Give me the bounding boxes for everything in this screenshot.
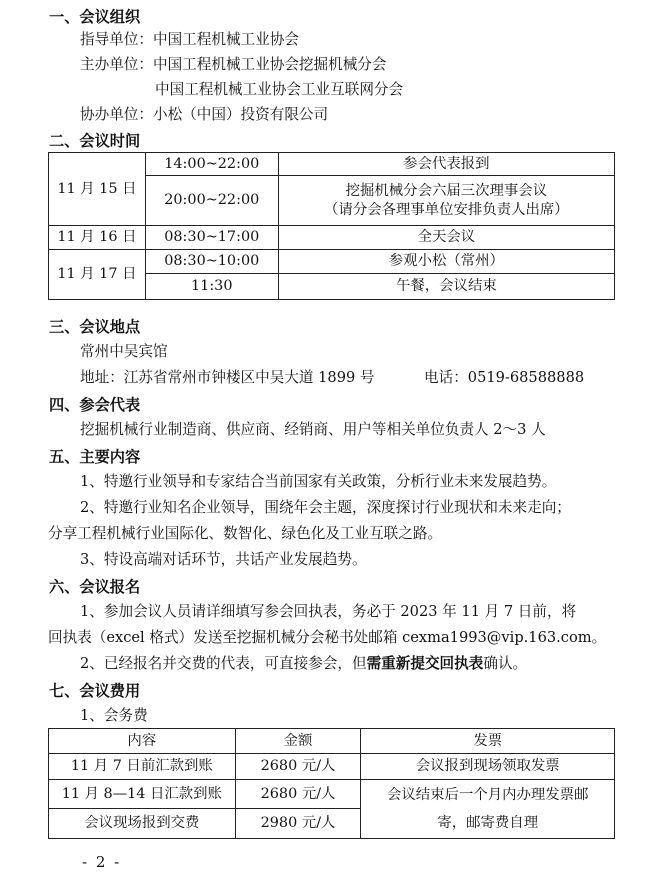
- co-unit-label: 协办单位：: [80, 106, 153, 123]
- fees-row: [49, 780, 615, 809]
- section-title-attendees: 四、参会代表: [49, 396, 141, 414]
- schedule-event: 参会代表报到: [278, 153, 614, 176]
- schedule-event-line: （请分会各理事单位安排负责人出席）: [324, 201, 569, 218]
- registration-item-2: [80, 654, 527, 674]
- venue-phone: 电话：0519-68588888: [424, 369, 585, 386]
- fees-amount: 2680 元/人: [235, 754, 361, 780]
- schedule-date: 11 月 16 日: [49, 226, 146, 250]
- guide-unit-value: 中国工程机械工业协会: [152, 31, 299, 48]
- schedule-time: 11:30: [145, 274, 278, 300]
- registration-item-2-text: 2、已经报名并交费的代表，可直接参会，但: [80, 655, 367, 672]
- section-title-venue: 三、会议地点: [49, 318, 141, 336]
- section-title-time: 二、会议时间: [49, 132, 141, 150]
- schedule-event: 全天会议: [278, 226, 614, 250]
- content-item-1: 1、特邀行业领导和专家结合当前国家有关政策，分析行业未来发展趋势。: [80, 473, 557, 490]
- page-number: - 2 -: [82, 853, 122, 871]
- fees-invoice: [361, 780, 615, 839]
- content-item-2-continued: 分享工程机械行业国际化、数智化、绿色化及工业互联之路。: [48, 525, 443, 542]
- schedule-time: 08:30~17:00: [145, 226, 278, 250]
- host-unit-row: [80, 55, 387, 75]
- schedule-event-line: 挖掘机械分会六届三次理事会议: [345, 182, 548, 199]
- section-title-fees: 七、会议费用: [49, 682, 141, 700]
- schedule-date: 11 月 17 日: [49, 250, 146, 300]
- section-title-organization: 一、会议组织: [49, 8, 141, 26]
- co-unit-row: [80, 105, 328, 125]
- fees-invoice: 会议报到现场领取发票: [361, 754, 615, 780]
- host-unit-label: 主办单位：: [80, 56, 153, 73]
- registration-item-1-continued: 回执表（excel 格式）发送至挖掘机械分会秘书处邮箱 cexma1993@vip.163.com。: [48, 629, 607, 646]
- section-title-registration: 六、会议报名: [49, 578, 141, 596]
- schedule-time: 14:00~22:00: [145, 153, 278, 176]
- fees-header-content: 内容: [49, 729, 236, 754]
- fees-content: 11 月 7 日前汇款到账: [49, 754, 236, 780]
- schedule-event: 参观小松（常州）: [278, 250, 614, 274]
- fees-content: 会议现场报到交费: [49, 809, 236, 839]
- schedule-event: 午餐，会议结束: [278, 274, 614, 300]
- schedule-row: [49, 153, 615, 176]
- host-unit-value: 中国工程机械工业协会挖掘机械分会: [152, 56, 387, 73]
- fees-table: [48, 728, 615, 839]
- schedule-date: 11 月 15 日: [49, 153, 146, 226]
- schedule-time: 20:00~22:00: [145, 176, 278, 226]
- fees-amount: 2680 元/人: [235, 780, 361, 809]
- registration-item-2-emphasis: 需重新提交回执表: [366, 655, 484, 672]
- guide-unit-row: [80, 30, 299, 50]
- fees-header-invoice: 发票: [361, 729, 615, 754]
- fees-invoice-line: 会议结束后一个月内办理发票邮: [386, 787, 589, 803]
- content-item-2: 2、特邀行业知名企业领导，围绕年会主题，深度探讨行业现状和未来走向；: [80, 499, 571, 516]
- schedule-event: [278, 176, 614, 226]
- fees-amount: 2980 元/人: [235, 809, 361, 839]
- co-unit-value: 小松（中国）投资有限公司: [152, 106, 329, 123]
- attendees-text: 挖掘机械行业制造商、供应商、经销商、用户等相关单位负责人 2～3 人: [80, 421, 546, 438]
- guide-unit-label: 指导单位：: [80, 31, 153, 48]
- schedule-time: 08:30~10:00: [145, 250, 278, 274]
- fees-header-row: [49, 729, 615, 754]
- fees-header-amount: 金额: [235, 729, 361, 754]
- schedule-table: [48, 152, 615, 300]
- schedule-row: [49, 226, 615, 250]
- content-item-3: 3、特设高端对话环节，共话产业发展趋势。: [80, 551, 367, 568]
- fees-row: [49, 754, 615, 780]
- section-title-content: 五、主要内容: [49, 448, 141, 466]
- venue-address: 地址：江苏省常州市钟楼区中吴大道 1899 号: [80, 369, 375, 386]
- registration-item-2-end: 确认。: [483, 655, 528, 672]
- registration-item-1: 1、参加会议人员请详细填写参会回执表，务必于 2023 年 11 月 7 日前，将: [80, 603, 577, 620]
- venue-name: 常州中吴宾馆: [80, 343, 168, 360]
- host-unit-value-2: 中国工程机械工业协会工业互联网分会: [155, 81, 404, 98]
- fees-subtitle: 1、会务费: [80, 707, 148, 724]
- fees-content: 11 月 8—14 日汇款到账: [49, 780, 236, 809]
- fees-invoice-line: 寄，邮寄费自理: [437, 815, 539, 831]
- schedule-row: [49, 250, 615, 274]
